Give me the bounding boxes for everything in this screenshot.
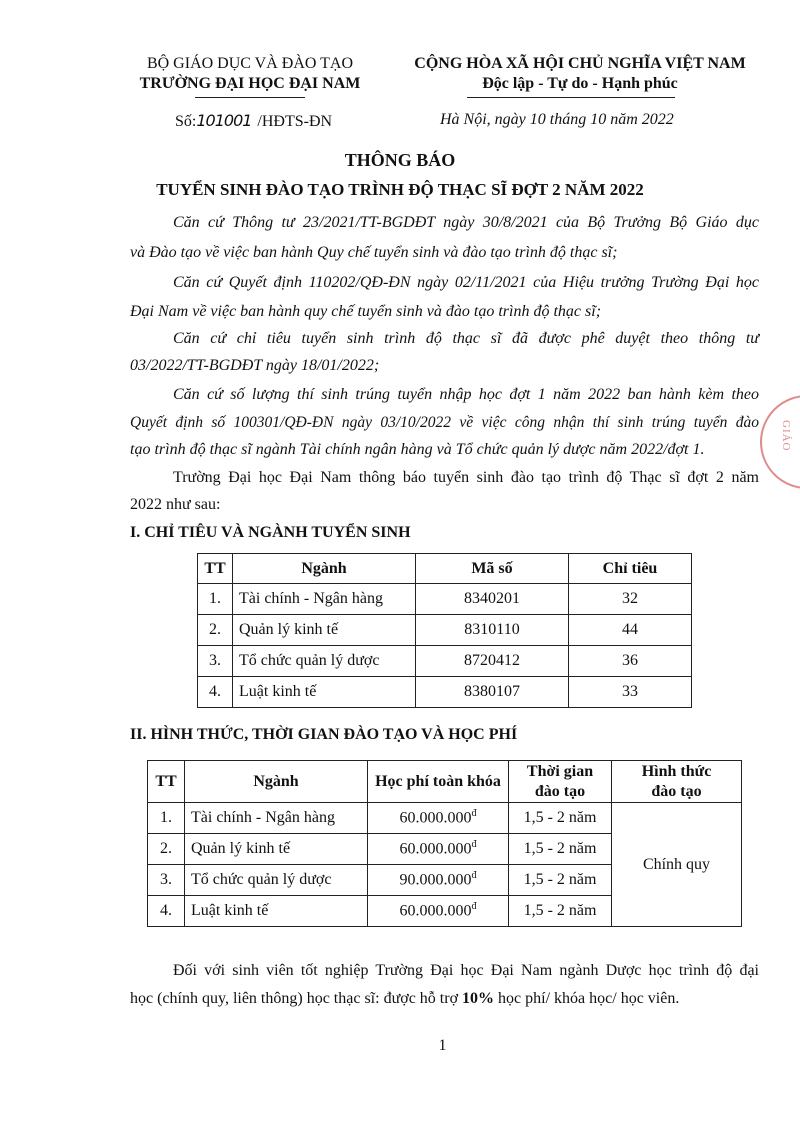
- document-subtitle: TUYỂN SINH ĐÀO TẠO TRÌNH ĐỘ THẠC SĨ ĐỢT 2 NĂM 2022: [156, 180, 644, 199]
- col-duration: Thời gian đào tạo: [509, 761, 612, 803]
- motto: Độc lập - Tự do - Hạnh phúc: [482, 75, 678, 92]
- table-row: [148, 803, 742, 834]
- row-index: 2.: [198, 615, 233, 646]
- row-fee: $60.000.000^đ$: [368, 803, 509, 834]
- row-quota: 44: [569, 615, 692, 646]
- handwritten-number: 101001: [196, 111, 252, 130]
- row-code: 8720412: [416, 646, 569, 677]
- row-index: 4.: [198, 677, 233, 708]
- row-major: Quản lý kinh tế: [185, 834, 368, 865]
- document-number: Số:101001 /HĐTS-ĐN: [175, 111, 333, 130]
- school-underline: [195, 97, 305, 98]
- training-form: Chính quy: [612, 803, 742, 927]
- row-index: 2.: [148, 834, 185, 865]
- row-index: 1.: [148, 803, 185, 834]
- table-header-row: [198, 554, 692, 584]
- col-major: Ngành: [233, 554, 416, 584]
- preamble-p2-line2: Đại Nam về việc ban hành quy chế tuyển sinh và đào tạo trình độ thạc sĩ;: [130, 303, 602, 320]
- preamble-p4-line3: tạo trình độ thạc sĩ ngành Tài chính ngân hàng và Tổ chức quản lý dược năm 2022/đợt 1.: [130, 441, 705, 458]
- document-title: THÔNG BÁO: [344, 150, 456, 170]
- preamble-p1-line2: và Đào tạo về việc ban hành Quy chế tuyển sinh và đào tạo trình độ thạc sĩ;: [130, 244, 618, 261]
- col-tt: TT: [198, 554, 233, 584]
- row-major: Tài chính - Ngân hàng: [185, 803, 368, 834]
- row-index: 1.: [198, 584, 233, 615]
- row-major: Luật kinh tế: [185, 896, 368, 927]
- row-index: 4.: [148, 896, 185, 927]
- ministry-name: BỘ GIÁO DỤC VÀ ĐÀO TẠO: [146, 55, 354, 72]
- row-major: Quản lý kinh tế: [233, 615, 416, 646]
- support-percent: 10%: [462, 990, 495, 1007]
- row-quota: 32: [569, 584, 692, 615]
- col-quota: Chỉ tiêu: [569, 554, 692, 584]
- section2-heading: II. HÌNH THỨC, THỜI GIAN ĐÀO TẠO VÀ HỌC PHÍ: [130, 726, 518, 743]
- preamble-p3-line2: 03/2022/TT-BGDĐT ngày 18/01/2022;: [130, 357, 380, 374]
- col-fee: Học phí toàn khóa: [368, 761, 509, 803]
- stamp-text: GIÁO: [780, 420, 792, 452]
- motto-underline: [467, 97, 675, 98]
- col-code: Mã số: [416, 554, 569, 584]
- page-number: 1: [438, 1037, 447, 1054]
- date-line: Hà Nội, ngày 10 tháng 10 năm 2022: [440, 111, 674, 128]
- row-duration: 1,5 - 2 năm: [509, 896, 612, 927]
- row-major: Tài chính - Ngân hàng: [233, 584, 416, 615]
- note-line1: Đối với sinh viên tốt nghiệp Trường Đại học Đại Nam ngành Dược học trình độ đại: [173, 962, 759, 979]
- row-fee: $60.000.000^đ$: [368, 834, 509, 865]
- row-code: 8310110: [416, 615, 569, 646]
- fee-table: [147, 760, 742, 927]
- note-line2: học (chính quy, liên thông) học thạc sĩ: được hỗ trợ 10% học phí/ khóa học/ học viên.: [130, 990, 680, 1007]
- row-duration: 1,5 - 2 năm: [509, 834, 612, 865]
- table-row: [198, 584, 692, 615]
- col-tt: TT: [148, 761, 185, 803]
- row-major: Tổ chức quản lý dược: [185, 865, 368, 896]
- col-major: Ngành: [185, 761, 368, 803]
- header-right: [400, 54, 760, 94]
- preamble-p1-line1: Căn cứ Thông tư 23/2021/TT-BGDĐT ngày 30/8/2021 của Bộ Trưởng Bộ Giáo dục: [173, 214, 759, 231]
- row-major: Luật kinh tế: [233, 677, 416, 708]
- announcement-line1: Trường Đại học Đại Nam thông báo tuyển sinh đào tạo trình độ Thạc sĩ đợt 2 năm: [173, 469, 759, 486]
- table-header-row: [148, 761, 742, 803]
- preamble-p4-line1: Căn cứ số lượng thí sinh trúng tuyển nhập học đợt 1 năm 2022 ban hành kèm theo: [173, 386, 759, 403]
- announcement-line2: 2022 như sau:: [130, 496, 221, 513]
- row-quota: 33: [569, 677, 692, 708]
- table-row: [198, 646, 692, 677]
- preamble-p2-line1: Căn cứ Quyết định 110202/QĐ-ĐN ngày 02/11/2021 của Hiệu trưởng Trường Đại học: [173, 274, 759, 291]
- preamble-p3-line1: Căn cứ chỉ tiêu tuyển sinh trình độ thạc sĩ đã được phê duyệt theo thông tư: [173, 330, 759, 347]
- row-code: 8340201: [416, 584, 569, 615]
- preamble-p4-line2: Quyết định số 100301/QĐ-ĐN ngày 03/10/2022 về việc công nhận thí sinh trúng tuyển đào: [130, 414, 759, 431]
- row-duration: 1,5 - 2 năm: [509, 803, 612, 834]
- row-major: Tổ chức quản lý dược: [233, 646, 416, 677]
- row-fee: $90.000.000^đ$: [368, 865, 509, 896]
- row-index: 3.: [198, 646, 233, 677]
- quota-table: [197, 553, 692, 708]
- row-quota: 36: [569, 646, 692, 677]
- row-duration: 1,5 - 2 năm: [509, 865, 612, 896]
- school-name: TRƯỜNG ĐẠI HỌC ĐẠI NAM: [139, 75, 361, 92]
- header-left: [120, 54, 380, 94]
- table-row: [198, 615, 692, 646]
- table-row: [198, 677, 692, 708]
- row-code: 8380107: [416, 677, 569, 708]
- republic-name: CỘNG HÒA XÃ HỘI CHỦ NGHĨA VIỆT NAM: [414, 55, 746, 72]
- col-form: Hình thức đào tạo: [612, 761, 742, 803]
- section1-heading: I. CHỈ TIÊU VÀ NGÀNH TUYỂN SINH: [130, 524, 411, 541]
- row-index: 3.: [148, 865, 185, 896]
- row-fee: $60.000.000^đ$: [368, 896, 509, 927]
